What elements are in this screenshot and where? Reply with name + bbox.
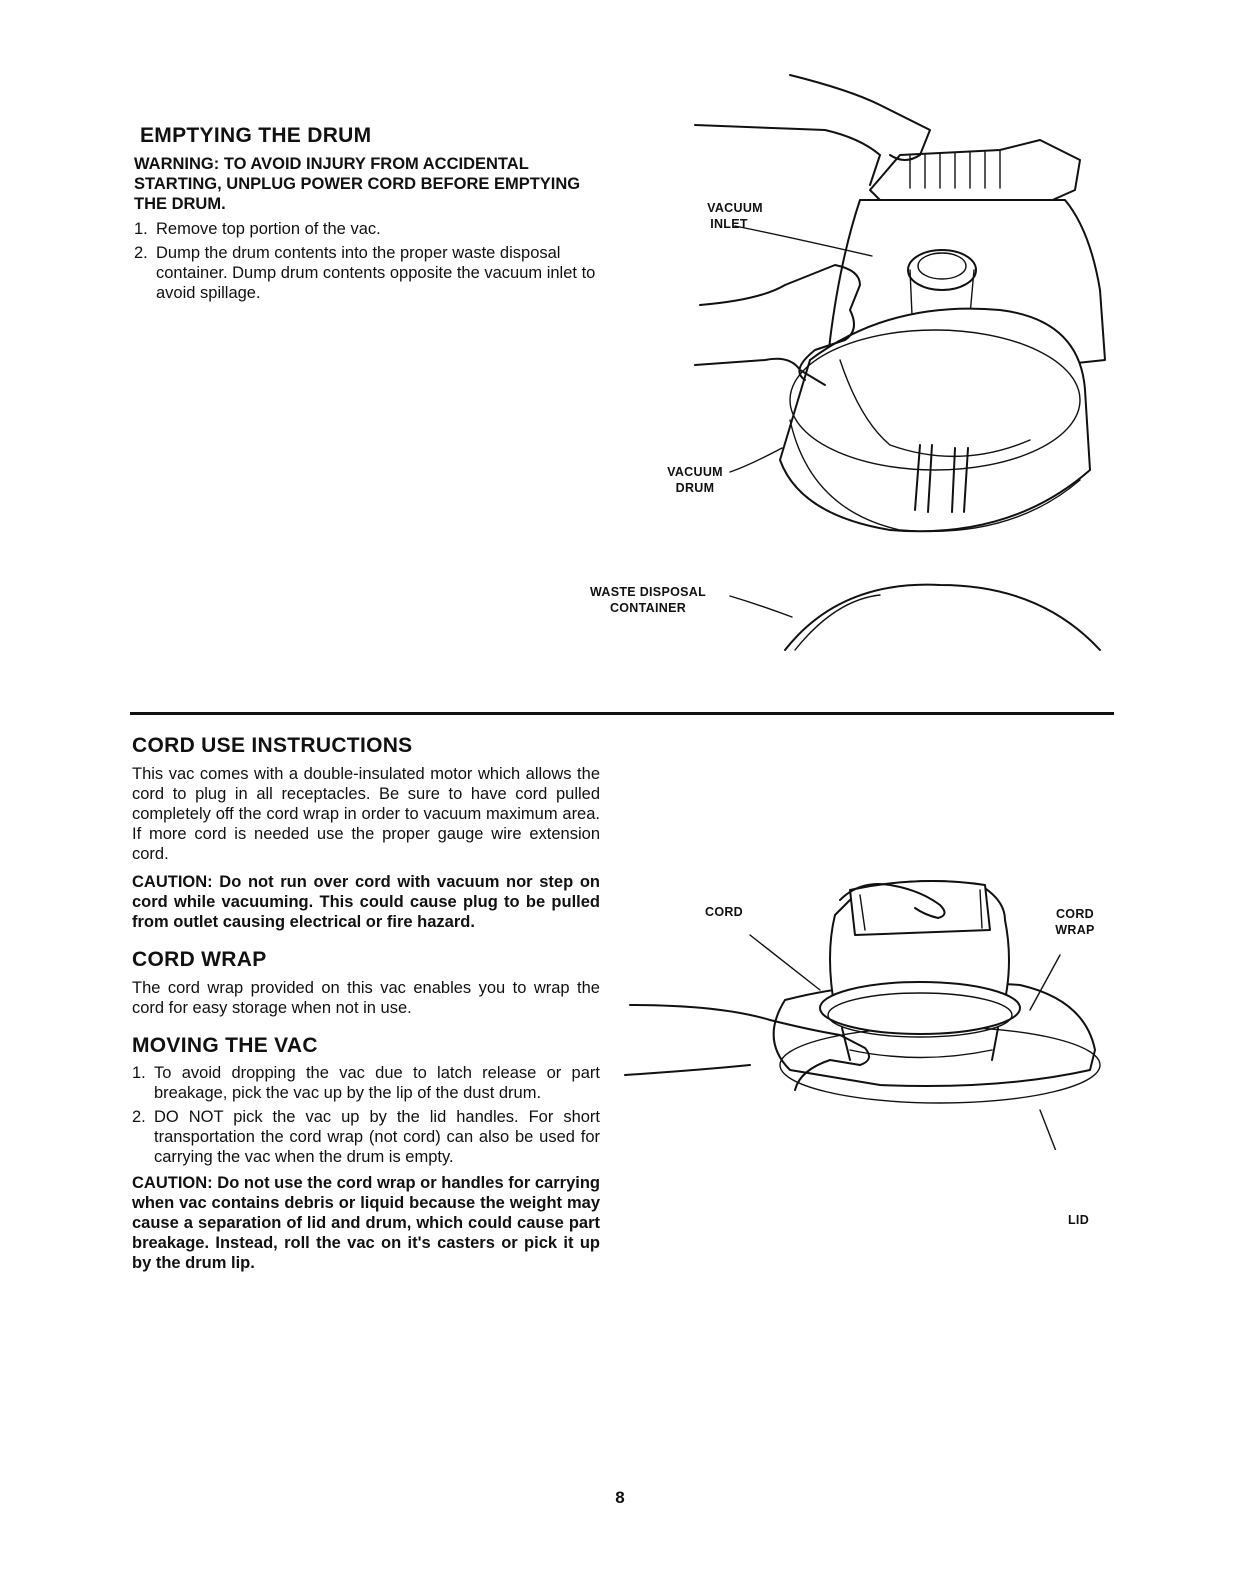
list-item <box>134 219 604 239</box>
emptying-section <box>134 124 604 303</box>
step-number: 2. <box>132 1108 146 1126</box>
leader-waste-container <box>730 596 792 617</box>
step-text: To avoid dropping the vac due to latch release or part breakage, pick the vac up by the lip of the dust drum. <box>154 1064 600 1102</box>
step-text: DO NOT pick the vac up by the lid handles. For short transportation the cord wrap (not cord) can also be used for carrying the vac when the drum is empty. <box>154 1108 600 1166</box>
moving-steps <box>132 1063 600 1167</box>
label-text: INLET <box>710 217 748 231</box>
list-item <box>134 243 604 303</box>
label-text: VACUUM <box>707 201 763 215</box>
emptying-warning: WARNING: TO AVOID INJURY FROM ACCIDENTAL STARTING, UNPLUG POWER CORD BEFORE EMPTYING THE DRUM. <box>134 155 581 213</box>
label-text: VACUUM <box>667 465 723 479</box>
label-cord-wrap <box>1046 906 1104 938</box>
emptying-steps <box>134 219 604 303</box>
leader-lid <box>1040 1110 1075 1150</box>
moving-heading: MOVING THE VAC <box>132 1034 318 1057</box>
step-text: Dump the drum contents into the proper waste disposal container. Dump drum contents opposite the vacuum inlet to avoid spillage. <box>156 244 596 302</box>
label-vacuum-inlet <box>680 200 790 232</box>
label-vacuum-drum <box>650 464 740 496</box>
label-cord: CORD <box>705 905 744 919</box>
list-item <box>132 1063 600 1103</box>
step-number: 2. <box>134 244 148 262</box>
label-lid: LID <box>1068 1213 1090 1227</box>
label-waste-container <box>568 584 728 616</box>
label-text: CORD <box>1055 907 1094 921</box>
leader-cord <box>750 935 820 990</box>
vacuum-drum-graphic <box>780 200 1105 531</box>
waste-container-graphic <box>785 585 1100 650</box>
page-number: 8 <box>615 1488 625 1507</box>
step-text: Remove top portion of the vac. <box>156 220 381 238</box>
cord-section <box>132 734 600 1273</box>
label-text: DRUM <box>675 481 715 495</box>
moving-caution: CAUTION: Do not use the cord wrap or handles for carrying when vac contains debris or liquid because the weight may cause a separation of lid and drum, which could cause part breakage. Instead, roll the vac on it's casters or pick it up by the drum lip. <box>132 1174 600 1272</box>
cord-use-caution: CAUTION: Do not run over cord with vacuum nor step on cord while vacuuming. This could cause plug to be pulled from outlet causing electrical or fire hazard. <box>132 873 600 931</box>
label-text: WRAP <box>1055 923 1095 937</box>
cord-use-body: This vac comes with a double-insulated motor which allows the cord to plug in all receptacles. Be sure to have cord pulled completely off the cord wrap in order to vacuum maximum area. If more cord is needed use the proper gauge wire extension cord. <box>132 765 600 863</box>
step-number: 1. <box>132 1064 146 1082</box>
label-text: WASTE DISPOSAL <box>589 585 707 599</box>
cord-wrap-body: The cord wrap provided on this vac enables you to wrap the cord for easy storage when not in use. <box>132 979 600 1017</box>
cord-wrap-heading: CORD WRAP <box>132 948 267 971</box>
section-divider <box>130 712 1114 715</box>
cord-use-heading: CORD USE INSTRUCTIONS <box>132 734 413 757</box>
emptying-heading: EMPTYING THE DRUM <box>140 124 372 147</box>
step-number: 1. <box>134 220 148 238</box>
list-item <box>132 1107 600 1167</box>
moving-illustration <box>620 860 1120 1150</box>
label-text: CONTAINER <box>609 601 687 615</box>
